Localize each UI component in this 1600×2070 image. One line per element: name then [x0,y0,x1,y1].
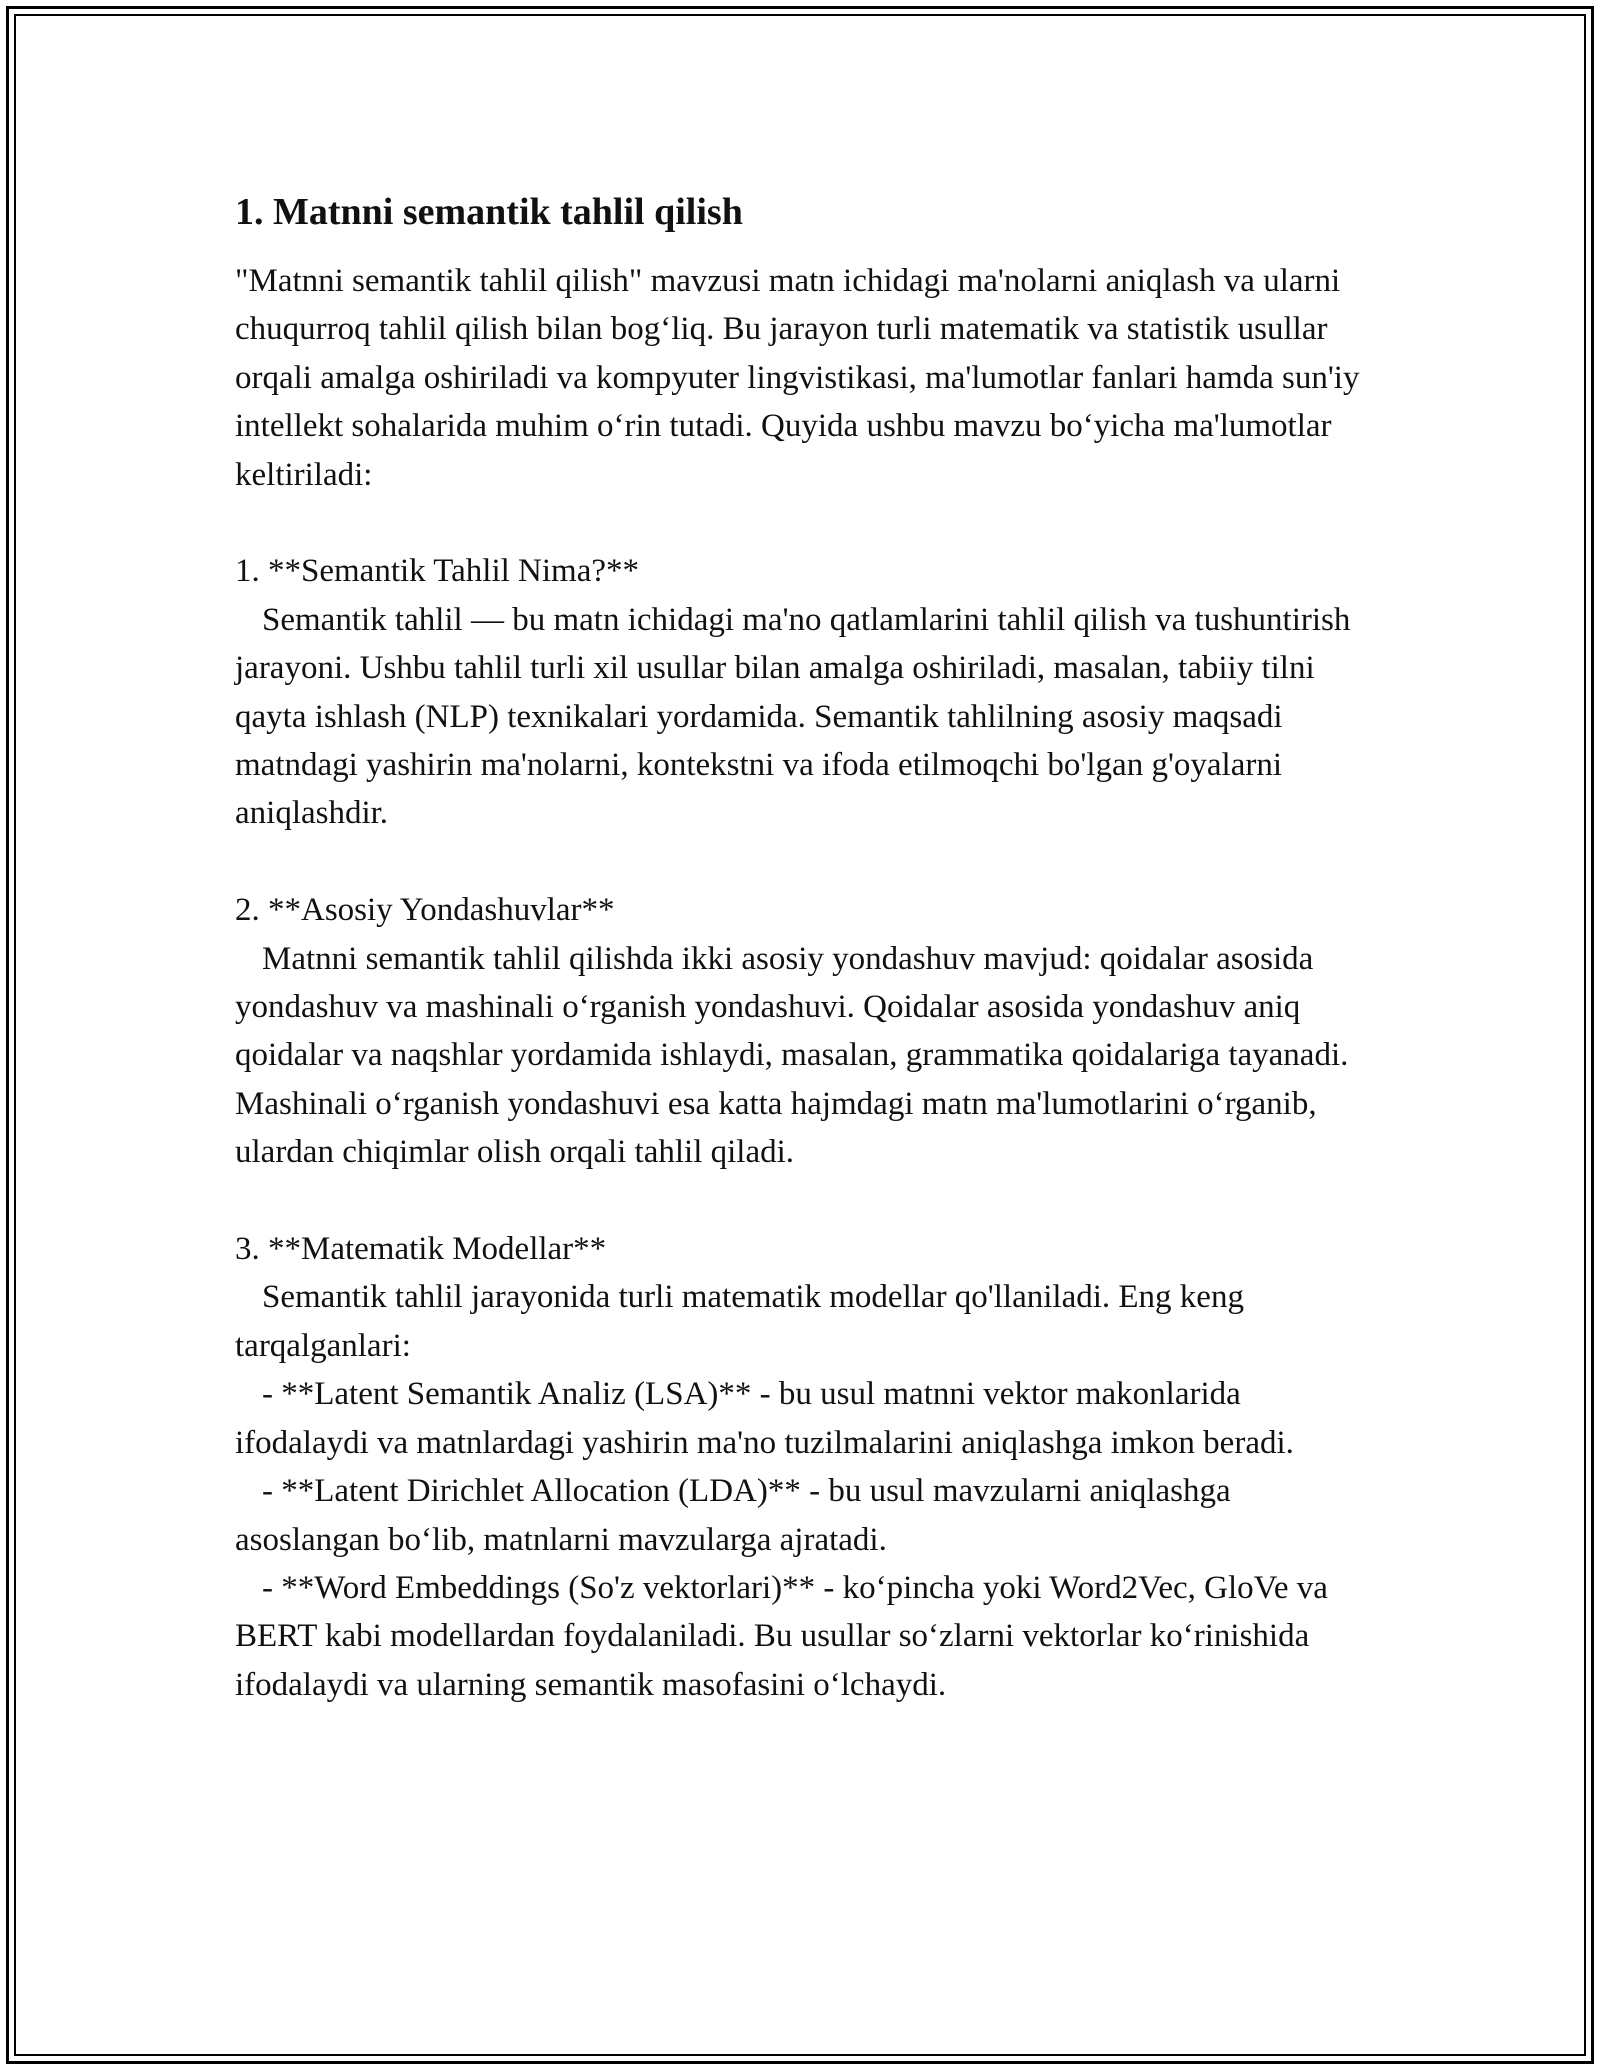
section-body-1-text: Semantik tahlil — bu matn ichidagi ma'no qatlamlarini tahlil qilish va tushuntirish jarayoni. Ushbu tahlil turli xil usullar bilan amalga oshiriladi, masalan, tabiiy tilni qayta ishlash (NLP) texnikalari yordamida. Semantik tahlilning asosiy maqsadi matndagi yashirin ma'nolarni, kontekstni va ifoda etilmoqchi bo'lgan g'oyalarni aniqlashdir. [235,601,1351,832]
list-item [235,1370,1375,1467]
section-body-2 [235,935,1375,1177]
list-item-text: - **Word Embeddings (So'z vektorlari)** - ko‘pincha yoki Word2Vec, GloVe va BERT kabi modellardan foydalaniladi. Bu usullar so‘zlarni vektorlar ko‘rinishida ifodalaydi va ularning semantik masofasini o‘lchaydi. [235,1569,1328,1703]
section-heading-3: 3. **Matematik Modellar** [235,1231,607,1268]
intro-paragraph: "Matnni semantik tahlil qilish" mavzusi matn ichidagi ma'nolarni aniqlash va ularni chuqurroq tahlil qilish bilan bog‘liq. Bu jarayon turli matematik va statistik usullar orqali amalga oshiriladi va kompyuter lingvistikasi, ma'lumotlar fanlari hamda sun'iy intellekt sohalarida muhim o‘rin tutadi. Quyida ushbu mavzu bo‘yicha ma'lumotlar keltiriladi: [235,263,1360,493]
document-title: 1. Matnni semantik tahlil qilish [235,191,743,233]
list-item [235,1564,1375,1709]
paragraph-gap [235,838,1375,886]
section-body-3 [235,1273,1375,1370]
section-heading-1: 1. **Semantik Tahlil Nima?** [235,553,640,590]
section-body-3-text: Semantik tahlil jarayonida turli matematik modellar qo'llaniladi. Eng keng tarqalganlari: [235,1279,1244,1364]
paragraph-gap [235,499,1375,547]
list-item-text: - **Latent Semantik Analiz (LSA)** - bu usul matnni vektor makonlarida ifodalaydi va matnlardagi yashirin ma'no tuzilmalarini aniqlashga imkon beradi. [235,1376,1294,1461]
section-body-1 [235,596,1375,838]
document-body [235,188,1375,1709]
list-item [235,1467,1375,1564]
list-item-text: - **Latent Dirichlet Allocation (LDA)** - bu usul mavzularni aniqlashga asoslangan bo‘lib, matnlarni mavzularga ajratadi. [235,1473,1231,1558]
paragraph-gap [235,1177,1375,1225]
section-heading-2: 2. **Asosiy Yondashuvlar** [235,892,615,929]
section-body-2-text: Matnni semantik tahlil qilishda ikki asosiy yondashuv mavjud: qoidalar asosida yondashuv va mashinali o‘rganish yondashuvi. Qoidalar asosida yondashuv aniq qoidalar va naqshlar yordamida ishlaydi, masalan, grammatika qoidalariga tayanadi. Mashinali o‘rganish yondashuvi esa katta hajmdagi matn ma'lumotlarini o‘rganib, ulardan chiqimlar olish orqali tahlil qiladi. [235,940,1349,1171]
